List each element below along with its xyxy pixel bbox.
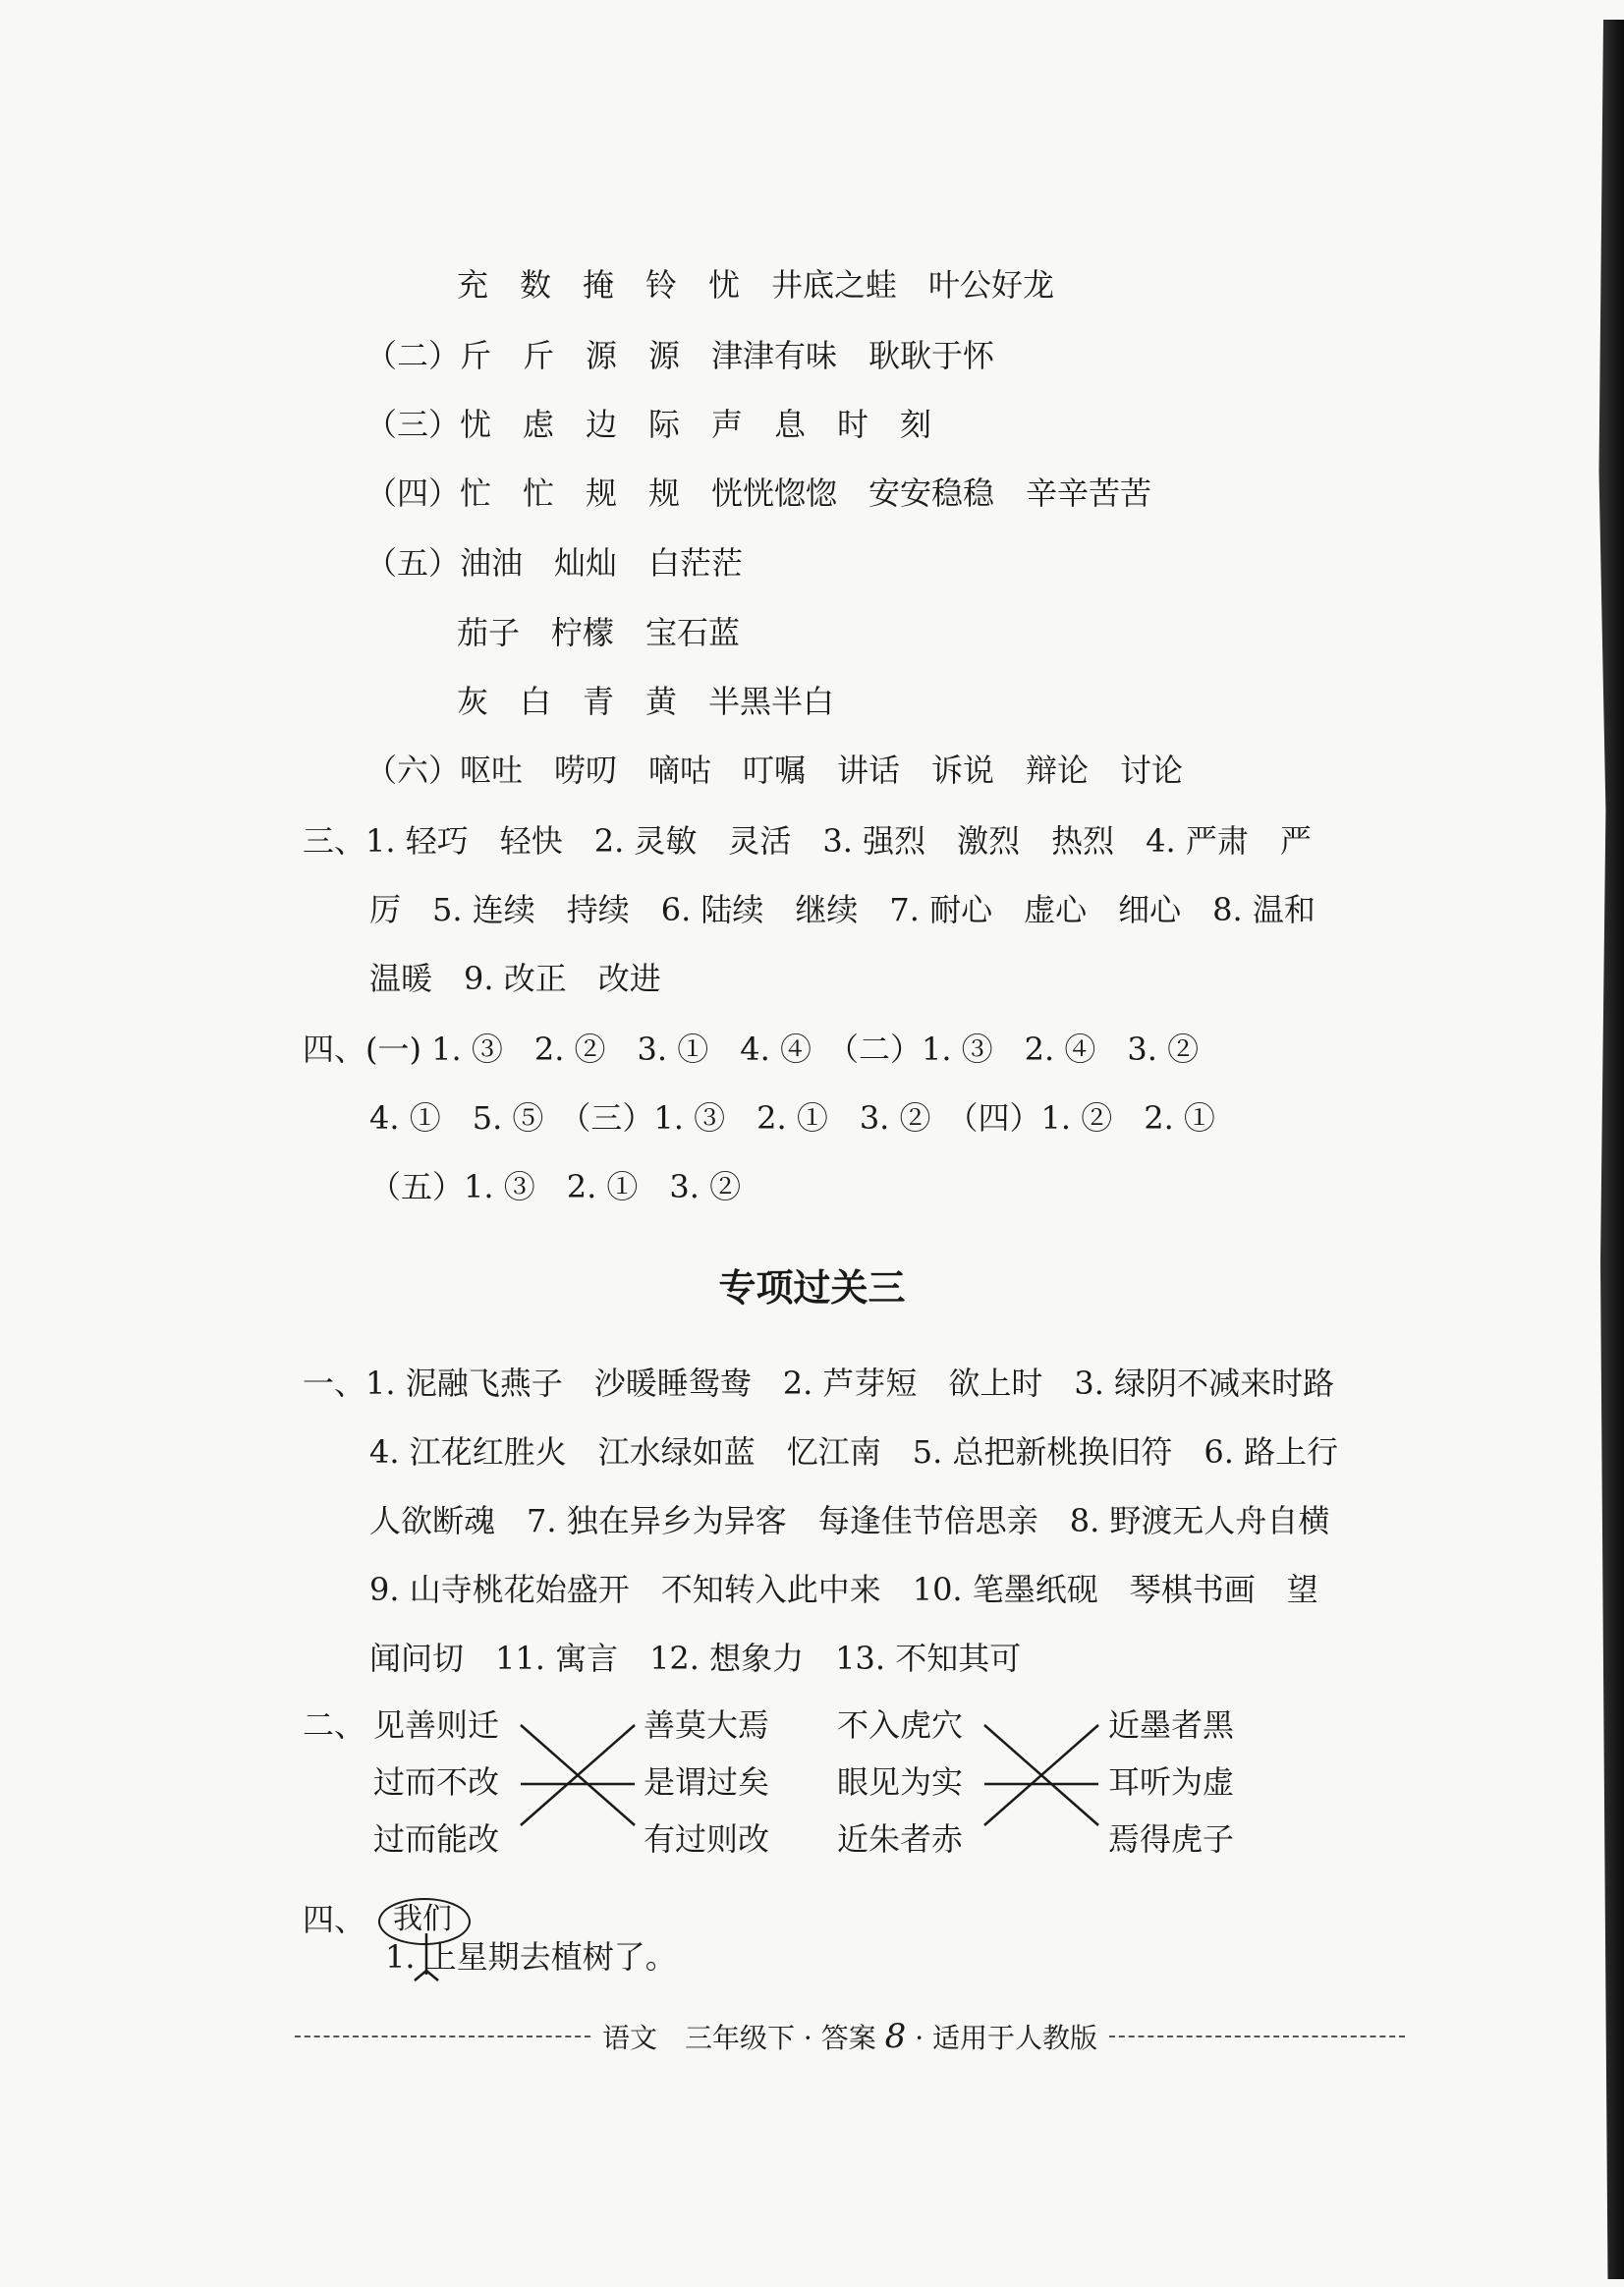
answer-line: 4. ① 5. ⑤ （三）1. ③ 2. ① 3. ② （四）1. ② 2. ①	[369, 1099, 1215, 1137]
footer-label: 语文 三年级下 · 答案 8 · 适用于人教版	[601, 2017, 1098, 2056]
answer-line: （三）忧 虑 边 际 声 息 时 刻	[365, 406, 932, 443]
footer-dash-right	[1109, 2036, 1405, 2037]
match-item: 近朱者赤	[837, 1820, 964, 1858]
answer-line: 人欲断魂 7. 独在异乡为异客 每逢佳节倍思亲 8. 野渡无人舟自横	[369, 1502, 1330, 1539]
page-edge-shadow	[1595, 20, 1624, 2279]
answer-line: 三、1. 轻巧 轻快 2. 灵敏 灵活 3. 强烈 激烈 热烈 4. 严肃 严	[303, 822, 1312, 860]
section-title: 专项过关三	[718, 1266, 906, 1310]
page-footer	[295, 2017, 1405, 2056]
answer-line: 闻问切 11. 寓言 12. 想象力 13. 不知其可	[369, 1640, 1022, 1677]
match-item: 焉得虎子	[1108, 1820, 1235, 1858]
answer-line: 厉 5. 连续 持续 6. 陆续 继续 7. 耐心 虚心 细心 8. 温和	[369, 891, 1316, 928]
answer-line: 一、1. 泥融飞燕子 沙暖睡鸳鸯 2. 芦芽短 欲上时 3. 绿阴不减来时路	[303, 1365, 1335, 1402]
answer-line: 充 数 掩 铃 忧 井底之蛙 叶公好龙	[457, 266, 1055, 304]
matching-label: 二、	[303, 1706, 366, 1744]
answer-line: （六）呕吐 唠叨 嘀咕 叮嘱 讲话 诉说 辩论 讨论	[365, 752, 1184, 789]
match-lines-left	[519, 1709, 637, 1837]
answer-line: 灰 白 青 黄 半黑半白	[457, 683, 835, 720]
match-item: 过而不改	[373, 1763, 500, 1801]
match-item: 耳听为虚	[1108, 1763, 1235, 1801]
answer-line: 温暖 9. 改正 改进	[369, 960, 661, 997]
answer-line: 1. 上星期去植树了。	[385, 1938, 677, 1976]
answer-line: （四）忙 忙 规 规 恍恍惚惚 安安稳稳 辛辛苦苦	[365, 474, 1152, 512]
answer-line: （五）1. ③ 2. ① 3. ②	[369, 1168, 742, 1205]
answer-line: 9. 山寺桃花始盛开 不知转入此中来 10. 笔墨纸砚 琴棋书画 望	[369, 1571, 1318, 1608]
match-item: 过而能改	[373, 1820, 500, 1858]
answer-line: 4. 江花红胜火 江水绿如蓝 忆江南 5. 总把新桃换旧符 6. 路上行	[369, 1433, 1339, 1471]
match-item: 是谓过矣	[644, 1763, 770, 1801]
match-item: 眼见为实	[837, 1763, 964, 1801]
match-item: 不入虎穴	[837, 1706, 964, 1744]
answer-line: 四、(一) 1. ③ 2. ② 3. ① 4. ④ （二）1. ③ 2. ④ 3. ②	[303, 1031, 1200, 1068]
insertion-text: 我们	[393, 1902, 452, 1936]
footer-dash-left	[295, 2036, 590, 2037]
answer-line: （二）斤 斤 源 源 津津有味 耿耿于怀	[365, 337, 995, 374]
answer-line: （五）油油 灿灿 白茫茫	[365, 544, 744, 582]
match-item: 有过则改	[644, 1820, 770, 1858]
match-item: 见善则迁	[373, 1706, 500, 1744]
answer-line: 茄子 柠檬 宝石蓝	[457, 614, 741, 651]
match-item: 近墨者黑	[1108, 1706, 1235, 1744]
answer-line: 四、	[303, 1901, 366, 1938]
match-lines-right	[982, 1709, 1100, 1837]
match-item: 善莫大焉	[644, 1706, 770, 1744]
